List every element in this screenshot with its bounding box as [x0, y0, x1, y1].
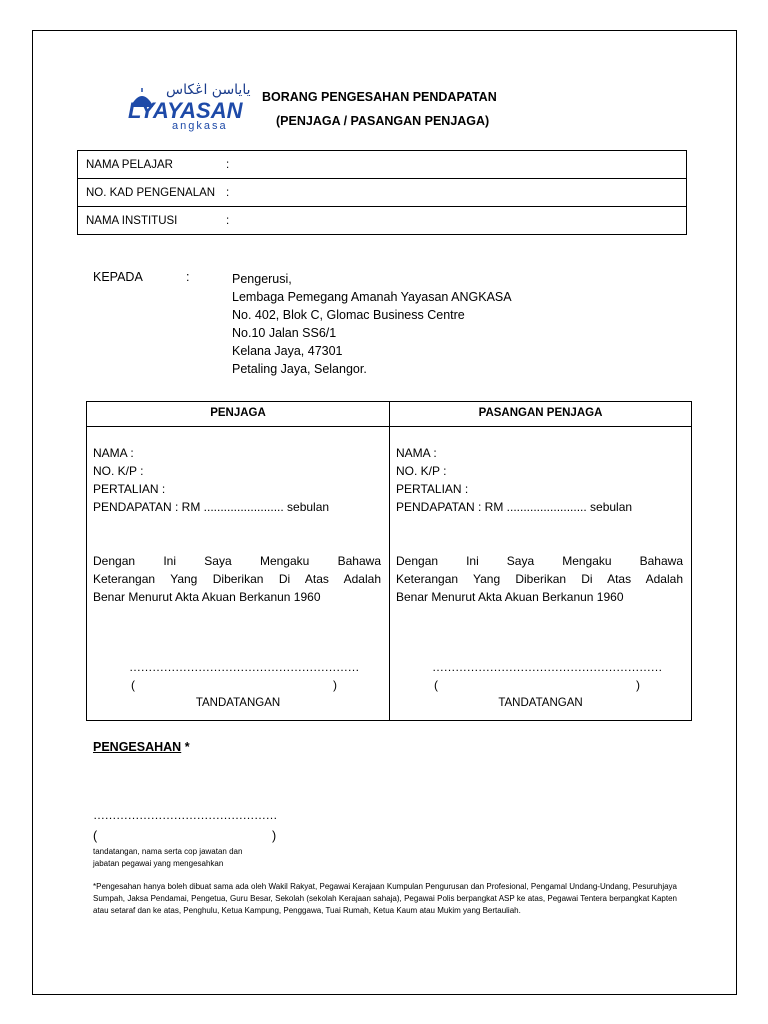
signature-line: …………………………………………………… — [129, 660, 359, 674]
guardian-column — [87, 402, 390, 720]
signature-line: …………………………………………………… — [432, 660, 662, 674]
open-paren: ( — [131, 678, 135, 692]
income-label: PENDAPATAN : RM ........................ sebulan — [396, 500, 633, 514]
institution-row[interactable] — [78, 207, 687, 235]
guardian-declaration: Dengan Ini Saya Mengaku Bahawa Keterangan Yang Diberikan Di Atas Adalah Benar Menurut Akta Akuan Berkanun 1960 — [93, 554, 381, 604]
note-line: tandatangan, nama serta cop jawatan dan — [93, 847, 243, 856]
field-separator: : — [226, 214, 230, 227]
verification-asterisk: * — [181, 740, 190, 754]
open-paren: ( — [93, 829, 98, 843]
logo-arabic-text: ياياسن اڠكاس — [166, 82, 251, 98]
verification-signature-line[interactable]: ………………………………………… — [93, 808, 277, 822]
recipient-separator: : — [186, 270, 190, 284]
field-separator: : — [226, 158, 230, 171]
address-line: No.10 Jalan SS6/1 — [232, 326, 337, 340]
ic-label: NO. K/P : — [93, 464, 144, 478]
income-label: PENDAPATAN : RM ........................ sebulan — [93, 500, 330, 514]
verification-note — [93, 846, 293, 870]
spouse-heading: PASANGAN PENJAGA — [390, 402, 691, 427]
recipient-address — [232, 270, 512, 378]
student-name-row[interactable] — [78, 151, 687, 179]
verification-footnote: *Pengesahan hanya boleh dibuat sama ada oleh Wakil Rakyat, Pegawai Kerajaan Kumpulan Pengurusan dan Profesional, Pengamal Undang-Undang, Pesuruhjaya Sumpah, Jaksa Pendamai, Pengetua, Guru Besar, Sekolah (sekolah Kerajaan sahaja), Pegawai Polis berpangkat ASP ke atas, Pegawai Tentera berpangkat Kapten atau setaraf dan ke atas, Penghulu, Ketua Kampung, Penggawa, Tuai Rumah, Ketua Kaum atau Mukim yang Bertauliah. — [93, 882, 677, 915]
guardian-heading: PENJAGA — [87, 402, 389, 427]
relation-label: PERTALIAN : — [396, 482, 469, 496]
spouse-declaration: Dengan Ini Saya Mengaku Bahawa Keterangan Yang Diberikan Di Atas Adalah Benar Menurut Akta Akuan Berkanun 1960 — [396, 554, 683, 604]
guardian-table — [86, 401, 692, 721]
verification-title: PENGESAHAN — [93, 740, 182, 754]
address-line: No. 402, Blok C, Glomac Business Centre — [232, 308, 465, 322]
student-info-table — [77, 150, 687, 235]
institution-label: NAMA INSTITUSI — [86, 214, 178, 227]
student-name-label: NAMA PELAJAR — [86, 158, 173, 171]
logo-main-text: LYAYASAN — [128, 98, 243, 123]
ic-number-row[interactable] — [78, 179, 687, 207]
yayasan-angkasa-logo — [128, 82, 254, 134]
spouse-column — [390, 402, 691, 720]
form-subtitle: (PENJAGA / PASANGAN PENJAGA) — [276, 114, 490, 128]
guardian-fields[interactable] — [93, 444, 381, 516]
form-title: BORANG PENGESAHAN PENDAPATAN — [262, 90, 497, 104]
close-paren: ) — [636, 678, 640, 692]
recipient-label: KEPADA — [93, 270, 143, 284]
signature-label: TANDATANGAN — [498, 697, 583, 709]
address-line: Kelana Jaya, 47301 — [232, 344, 343, 358]
spouse-fields[interactable] — [396, 444, 683, 516]
signature-label: TANDATANGAN — [195, 697, 281, 709]
field-separator: : — [226, 186, 230, 199]
logo-sub-text: angkasa — [172, 120, 228, 132]
verification-heading — [93, 740, 190, 754]
ic-label: NO. K/P : — [396, 464, 447, 478]
name-label: NAMA : — [396, 446, 437, 460]
name-label: NAMA : — [93, 446, 134, 460]
address-line: Lembaga Pemegang Amanah Yayasan ANGKASA — [232, 290, 512, 304]
close-paren: ) — [333, 678, 337, 692]
close-paren: ) — [272, 829, 277, 843]
note-line: jabatan pegawai yang mengesahkan — [93, 859, 224, 868]
address-line: Petaling Jaya, Selangor. — [232, 362, 367, 376]
address-line: Pengerusi, — [232, 272, 292, 286]
relation-label: PERTALIAN : — [93, 482, 166, 496]
open-paren: ( — [434, 678, 438, 692]
ic-number-label: NO. KAD PENGENALAN — [86, 186, 216, 199]
